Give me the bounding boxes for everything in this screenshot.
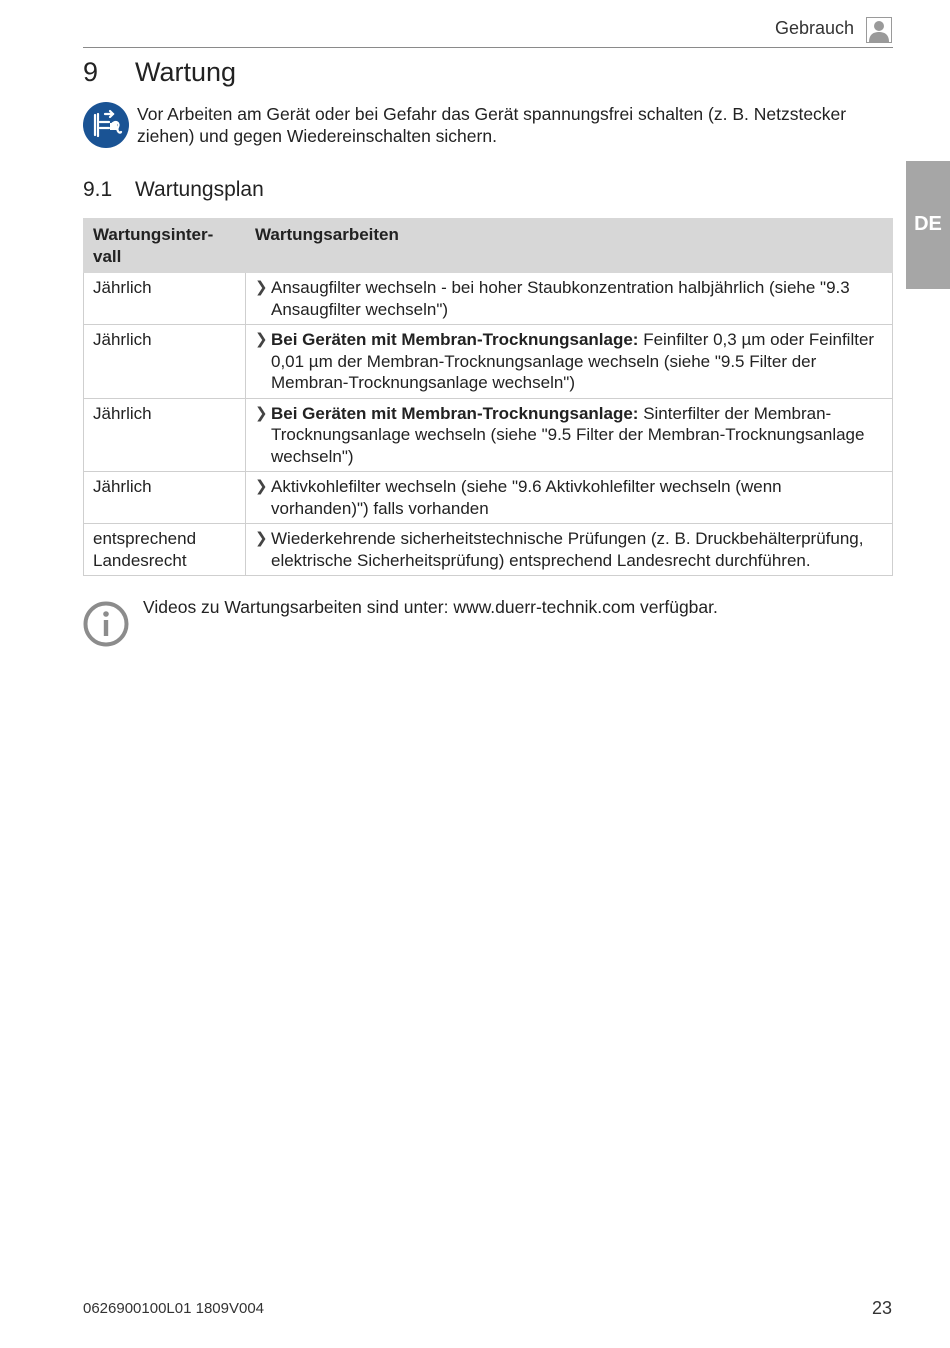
disconnect-mains-plug-icon (83, 102, 129, 148)
table-row (84, 325, 893, 399)
task-cell (246, 325, 893, 399)
chevron-right-icon: ❯ (255, 279, 268, 296)
chevron-right-icon: ❯ (255, 530, 268, 547)
interval-cell: entsprechend Landesrecht (84, 524, 246, 576)
interval-cell: Jährlich (84, 472, 246, 524)
info-text: Videos zu Wartungsarbeiten sind unter: www.duerr-technik.com verfügbar. (143, 597, 718, 617)
section-number: 9.1 (83, 178, 113, 201)
table-row (84, 472, 893, 524)
table-row (84, 398, 893, 472)
language-tab: DE (906, 161, 950, 289)
interval-cell: Jährlich (84, 325, 246, 399)
task-bold-text: Bei Geräten mit Membran-Trocknungsanlage: (271, 330, 639, 349)
interval-cell: Jährlich (84, 398, 246, 472)
page-number: 23 (871, 1298, 892, 1318)
header-divider (83, 47, 893, 48)
header-section-title: Gebrauch (774, 18, 854, 38)
task-text: Sinterfilter der Membran-Trocknungsanlage wechseln (siehe "9.5 Filter der Membran-Trocknungsanlage wechseln") (271, 403, 865, 466)
info-icon (83, 601, 129, 647)
chevron-right-icon: ❯ (255, 404, 268, 422)
task-cell (246, 472, 893, 524)
table-row (84, 524, 893, 576)
chapter-number: 9 (83, 57, 99, 87)
maintenance-table (83, 218, 893, 576)
person-icon (866, 17, 892, 43)
chevron-right-icon: ❯ (255, 331, 268, 348)
column-header-interval: Wartungsinter- vall (84, 219, 246, 273)
task-text: Feinfilter 0,3 µm oder Feinfilter 0,01 µm der Membran-Trocknungsanlage wechseln (siehe "9.5 Filter der Membran-Trocknungsanlage wechseln") (271, 330, 875, 392)
column-header-tasks: Wartungsarbeiten (246, 219, 893, 273)
chapter-heading (83, 57, 236, 88)
interval-cell: Jährlich (84, 273, 246, 325)
table-row (84, 273, 893, 325)
task-cell (246, 524, 893, 576)
table-header-row (84, 219, 893, 273)
document-code: 0626900100L01 1809V004 (83, 1300, 265, 1317)
task-text: Aktivkohlefilter wechseln (siehe "9.6 Aktivkohlefilter wechseln (wenn vorhanden)") falls vorhanden (271, 477, 782, 518)
chapter-title: Wartung (135, 57, 237, 87)
section-heading (83, 178, 264, 202)
task-text: Wiederkehrende sicherheitstechnische Prüfungen (z. B. Druckbehälterprüfung, elektrische Sicherheitsprüfung) entsprechend Landesrecht durchführen. (271, 529, 864, 570)
task-cell (246, 273, 893, 325)
task-text: Ansaugfilter wechseln - bei hoher Staubkonzentration halbjährlich (siehe "9.3 Ansaugfilter wechseln") (271, 278, 850, 319)
task-bold-text: Bei Geräten mit Membran-Trocknungsanlage: (271, 403, 639, 423)
task-cell (246, 398, 893, 472)
section-title: Wartungsplan (135, 178, 264, 201)
warning-text: Vor Arbeiten am Gerät oder bei Gefahr das Gerät spannungsfrei schalten (z. B. Netzstecker ziehen) und gegen Wiedereinschalten sichern. (137, 104, 847, 146)
chevron-right-icon: ❯ (255, 478, 268, 495)
